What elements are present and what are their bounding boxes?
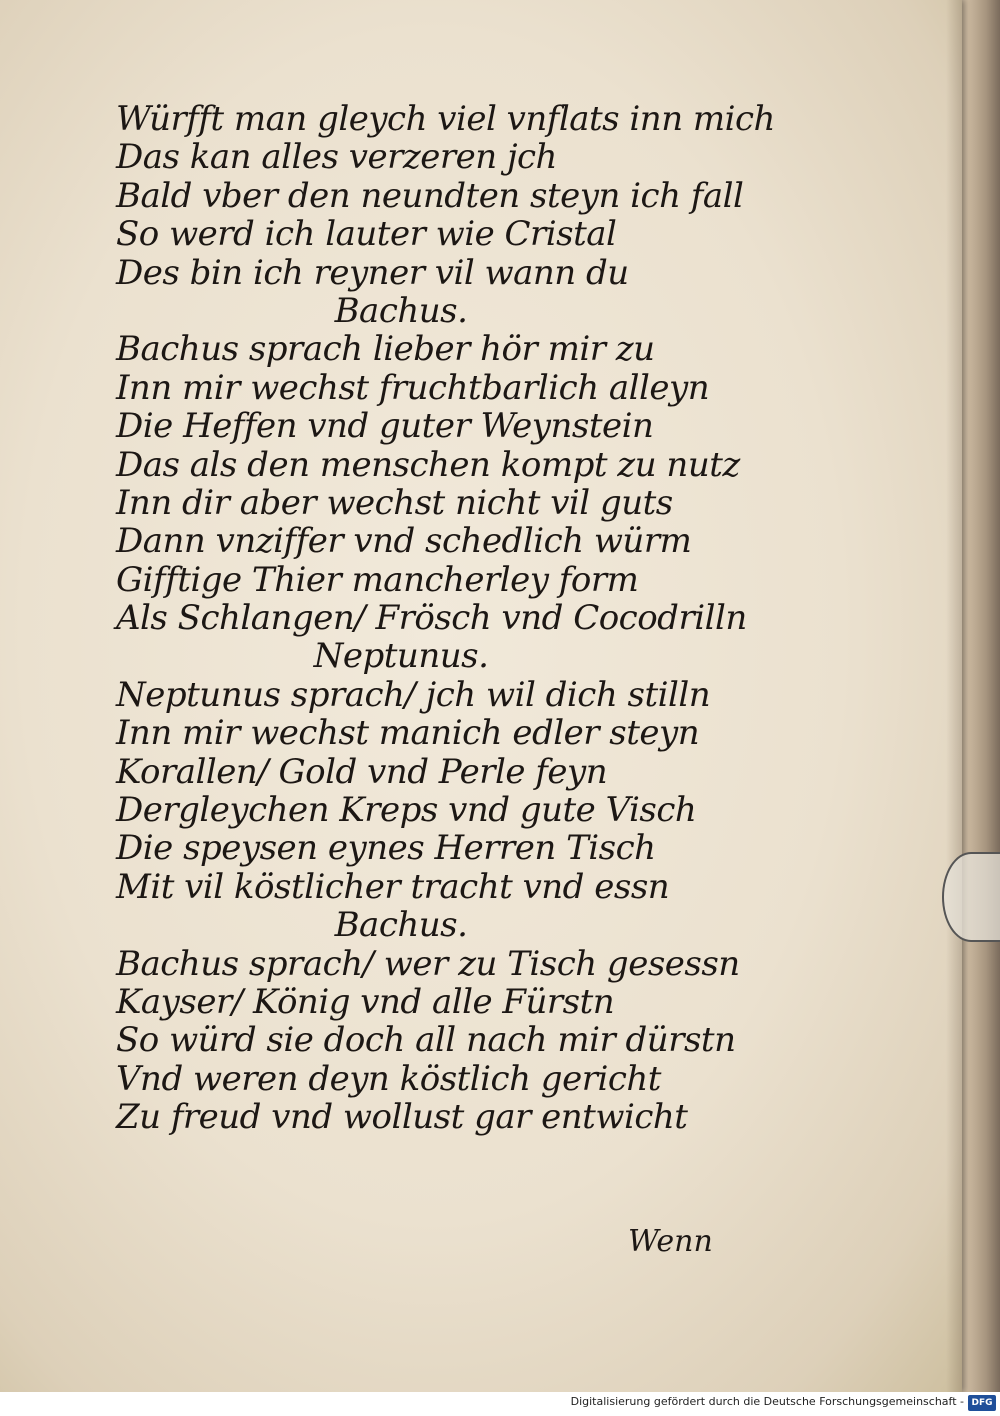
text-line: Das kan alles verzeren jch [116, 137, 557, 178]
text-line: Zu freud vnd wollust gar entwicht [116, 1097, 688, 1138]
text-line: Inn dir aber wechst nicht vil guts [116, 482, 673, 523]
page-thumb-tab [942, 852, 1000, 942]
text-line: Die speysen eynes Herren Tisch [116, 828, 656, 869]
text-line: Das als den menschen kompt zu nutz [116, 444, 740, 485]
speaker-heading: Bachus. [334, 290, 468, 331]
text-line: So werd ich lauter wie Cristal [116, 214, 617, 255]
text-line: Des bin ich reyner vil wann du [116, 252, 629, 293]
text-line: Dergleychen Kreps vnd gute Visch [116, 790, 697, 831]
speaker-heading: Neptunus. [313, 636, 489, 677]
funding-credit: Digitalisierung gefördert durch die Deutsche Forschungsgemeinschaft - [570, 1395, 964, 1408]
text-line: Dann vnziffer vnd schedlich würm [116, 521, 692, 562]
text-line: Neptunus sprach/ jch wil dich stilln [116, 674, 711, 715]
text-line: Inn mir wechst manich edler steyn [116, 713, 700, 754]
dfg-logo: DFG [968, 1395, 996, 1411]
footer-bar [0, 1392, 1000, 1416]
text-line: Korallen/ Gold vnd Perle feyn [116, 751, 608, 792]
text-line: Bald vber den neundten steyn ich fall [116, 175, 744, 216]
text-line: Bachus sprach lieber hör mir zu [116, 329, 655, 370]
text-line: Mit vil köstlicher tracht vnd essn [116, 866, 670, 907]
text-line: Bachus sprach/ wer zu Tisch gesessn [116, 943, 740, 984]
text-line: Vnd weren deyn köstlich gericht [116, 1058, 661, 1099]
catchword: Wenn [628, 1224, 713, 1259]
text-line: Würfft man gleych viel vnflats inn mich [116, 99, 775, 139]
text-line: Als Schlangen/ Frösch vnd Cocodrilln [116, 598, 747, 639]
text-line: Inn mir wechst fruchtbarlich alleyn [116, 367, 710, 408]
text-line: Kayser/ König vnd alle Fürstn [116, 981, 615, 1022]
poem-text [116, 100, 796, 1137]
text-line: Gifftige Thier mancherley form [116, 559, 639, 600]
text-line: So würd sie doch all nach mir dürstn [116, 1020, 736, 1061]
speaker-heading: Bachus. [334, 905, 468, 946]
text-line: Die Heffen vnd guter Weynstein [116, 406, 654, 447]
